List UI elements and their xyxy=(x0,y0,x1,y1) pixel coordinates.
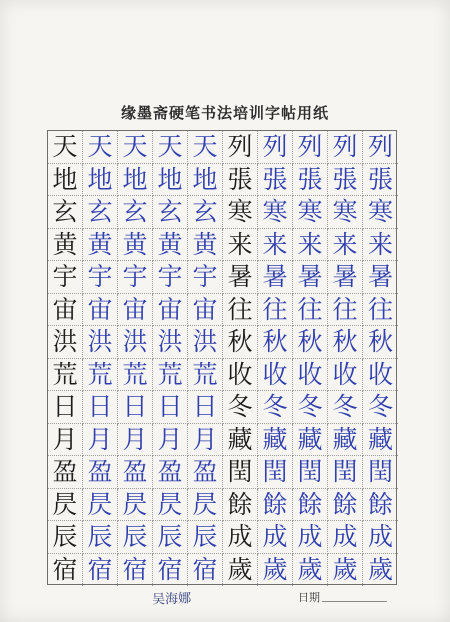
practice-char: 寒 xyxy=(363,196,398,229)
practice-char: 收 xyxy=(293,359,328,392)
practice-char: 暑 xyxy=(293,261,328,294)
practice-char: 洪 xyxy=(83,326,118,359)
practice-char: 冬 xyxy=(258,391,293,424)
practice-char: 宇 xyxy=(118,261,153,294)
model-char: 黄 xyxy=(48,229,83,262)
practice-char: 盈 xyxy=(83,456,118,489)
model-char: 寒 xyxy=(223,196,258,229)
practice-char: 藏 xyxy=(328,424,363,457)
model-char: 盈 xyxy=(48,456,83,489)
practice-char: 閏 xyxy=(363,456,398,489)
practice-char: 暑 xyxy=(328,261,363,294)
practice-char: 張 xyxy=(293,164,328,197)
practice-char: 宇 xyxy=(83,261,118,294)
practice-char: 地 xyxy=(118,164,153,197)
practice-char: 往 xyxy=(258,294,293,327)
model-char: 宙 xyxy=(48,294,83,327)
practice-char: 辰 xyxy=(83,521,118,554)
practice-char: 秋 xyxy=(293,326,328,359)
practice-char: 列 xyxy=(328,131,363,164)
model-char: 往 xyxy=(223,294,258,327)
model-char: 歲 xyxy=(223,554,258,587)
practice-char: 閏 xyxy=(328,456,363,489)
practice-char: 張 xyxy=(363,164,398,197)
practice-char: 黄 xyxy=(188,229,223,262)
practice-char: 来 xyxy=(328,229,363,262)
practice-char: 成 xyxy=(258,521,293,554)
practice-char: 黄 xyxy=(153,229,188,262)
practice-char: 来 xyxy=(293,229,328,262)
practice-char: 宿 xyxy=(153,554,188,587)
practice-char: 歲 xyxy=(367,555,393,585)
practice-char: 昃 xyxy=(83,489,118,522)
practice-char: 辰 xyxy=(118,521,153,554)
practice-char: 黄 xyxy=(118,229,153,262)
model-char: 張 xyxy=(223,164,258,197)
practice-char: 荒 xyxy=(188,359,223,392)
practice-char: 荒 xyxy=(153,359,188,392)
practice-char: 藏 xyxy=(293,424,328,457)
practice-char: 宿 xyxy=(118,554,153,587)
model-char: 辰 xyxy=(48,521,83,554)
practice-char: 餘 xyxy=(258,489,293,522)
practice-char: 秋 xyxy=(363,326,398,359)
practice-char: 冬 xyxy=(293,391,328,424)
model-char: 荒 xyxy=(48,359,83,392)
practice-char: 往 xyxy=(328,294,363,327)
practice-char: 地 xyxy=(188,164,223,197)
model-char: 月 xyxy=(48,424,83,457)
practice-char: 寒 xyxy=(258,196,293,229)
practice-char: 天 xyxy=(83,131,118,164)
model-char: 地 xyxy=(48,164,83,197)
practice-char: 收 xyxy=(258,359,293,392)
practice-char: 辰 xyxy=(153,521,188,554)
practice-char: 日 xyxy=(118,391,153,424)
practice-char: 秋 xyxy=(258,326,293,359)
model-char: 宇 xyxy=(48,261,83,294)
practice-char: 張 xyxy=(328,164,363,197)
practice-char: 秋 xyxy=(328,326,363,359)
practice-char: 宙 xyxy=(153,294,188,327)
practice-char: 收 xyxy=(328,359,363,392)
model-char: 昃 xyxy=(48,489,83,522)
practice-char: 歲 xyxy=(258,554,293,587)
practice-char: 往 xyxy=(363,294,398,327)
model-char: 暑 xyxy=(223,261,258,294)
practice-char: 餘 xyxy=(363,489,398,522)
model-char: 宿 xyxy=(48,554,83,587)
practice-char: 昃 xyxy=(188,489,223,522)
practice-char: 歲 xyxy=(328,554,363,587)
practice-char: 盈 xyxy=(188,456,223,489)
practice-char: 洪 xyxy=(118,326,153,359)
practice-char: 閏 xyxy=(293,456,328,489)
practice-char: 宙 xyxy=(83,294,118,327)
practice-char: 成 xyxy=(363,521,398,554)
model-char: 閏 xyxy=(223,456,258,489)
practice-char: 冬 xyxy=(363,391,398,424)
practice-char: 玄 xyxy=(188,196,223,229)
practice-char: 洪 xyxy=(188,326,223,359)
practice-char: 列 xyxy=(363,131,398,164)
practice-char: 寒 xyxy=(293,196,328,229)
model-char: 日 xyxy=(48,391,83,424)
practice-char: 玄 xyxy=(153,196,188,229)
practice-char: 辰 xyxy=(188,521,223,554)
practice-char: 成 xyxy=(328,521,363,554)
practice-char: 地 xyxy=(83,164,118,197)
practice-char: 荒 xyxy=(83,359,118,392)
practice-char: 天 xyxy=(153,131,188,164)
model-char: 收 xyxy=(223,359,258,392)
practice-char: 月 xyxy=(188,424,223,457)
model-char: 藏 xyxy=(223,424,258,457)
model-char: 成 xyxy=(223,521,258,554)
worksheet-title: 缘墨斋硬笔书法培训字帖用纸 xyxy=(120,104,329,122)
practice-char: 張 xyxy=(258,164,293,197)
practice-char: 玄 xyxy=(83,196,118,229)
practice-char: 暑 xyxy=(363,261,398,294)
date-line xyxy=(322,601,387,602)
model-char: 来 xyxy=(223,229,258,262)
practice-char: 寒 xyxy=(328,196,363,229)
practice-char: 黄 xyxy=(83,229,118,262)
model-char: 列 xyxy=(223,131,258,164)
practice-char: 暑 xyxy=(258,261,293,294)
practice-char: 宇 xyxy=(153,261,188,294)
practice-char: 日 xyxy=(153,391,188,424)
practice-char: 列 xyxy=(293,131,328,164)
practice-char: 日 xyxy=(83,391,118,424)
practice-char: 月 xyxy=(83,424,118,457)
practice-char: 往 xyxy=(293,294,328,327)
practice-char: 天 xyxy=(118,131,153,164)
practice-char: 昃 xyxy=(153,489,188,522)
practice-char: 来 xyxy=(363,229,398,262)
practice-char: 宿 xyxy=(188,554,223,587)
practice-char: 荒 xyxy=(118,359,153,392)
model-char: 冬 xyxy=(223,391,258,424)
practice-char: 藏 xyxy=(258,424,293,457)
practice-char: 歲 xyxy=(293,554,328,587)
model-char: 玄 xyxy=(48,196,83,229)
practice-char: 盈 xyxy=(118,456,153,489)
practice-char: 洪 xyxy=(153,326,188,359)
practice-char: 宇 xyxy=(188,261,223,294)
practice-char: 日 xyxy=(188,391,223,424)
practice-char: 宙 xyxy=(118,294,153,327)
practice-char: 玄 xyxy=(118,196,153,229)
character-grid xyxy=(47,130,397,585)
practice-char: 列 xyxy=(258,131,293,164)
practice-char: 藏 xyxy=(363,424,398,457)
practice-char: 宙 xyxy=(188,294,223,327)
model-char: 秋 xyxy=(223,326,258,359)
practice-char: 閏 xyxy=(258,456,293,489)
student-signature: 吴海娜 xyxy=(151,591,192,608)
practice-char: 成 xyxy=(293,521,328,554)
practice-char: 收 xyxy=(363,359,398,392)
practice-char: 盈 xyxy=(153,456,188,489)
practice-char: 月 xyxy=(153,424,188,457)
practice-char: 地 xyxy=(153,164,188,197)
date-label: 日期 xyxy=(298,591,320,604)
practice-char: 餘 xyxy=(293,489,328,522)
practice-char: 宿 xyxy=(83,554,118,587)
model-char: 天 xyxy=(48,131,83,164)
practice-char: 天 xyxy=(188,131,223,164)
practice-char: 冬 xyxy=(328,391,363,424)
practice-char: 餘 xyxy=(328,489,363,522)
practice-char: 月 xyxy=(118,424,153,457)
model-char: 洪 xyxy=(48,326,83,359)
model-char: 餘 xyxy=(223,489,258,522)
practice-char: 昃 xyxy=(118,489,153,522)
practice-char: 来 xyxy=(258,229,293,262)
